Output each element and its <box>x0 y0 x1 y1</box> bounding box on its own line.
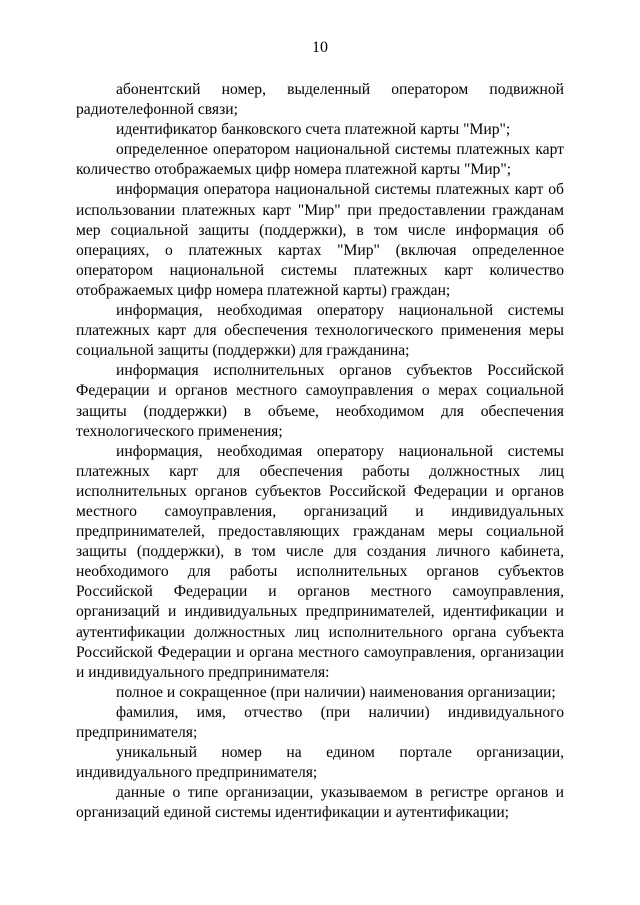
paragraph-portal-unique-number: уникальный номер на едином портале организации, индивидуального предпринимателя; <box>76 744 564 782</box>
paragraph-entrepreneur-name: фамилия, имя, отчество (при наличии) индивидуального предпринимателя; <box>76 703 564 741</box>
paragraph-subscriber-number: абонентский номер, выделенный оператором подвижной радиотелефонной связи; <box>76 81 564 119</box>
paragraph-technological-application-info: информация, необходимая оператору национальной системы платежных карт для обеспечения технологического применения меры социальной защиты (поддержки) для гражданина; <box>76 302 564 360</box>
paragraph-regional-authorities-info: информация исполнительных органов субъектов Российской Федерации и органов местного самоуправления о мерах социальной защиты (поддержки) в объеме, необходимом для обеспечения технологического применения; <box>76 362 564 440</box>
page-number: 10 <box>312 39 328 56</box>
paragraph-card-usage-info: информация оператора национальной системы платежных карт об использовании платежных карт "Мир" при предоставлении гражданам мер социальной защиты (поддержки), в том числе информация об операциях, о платежных картах "Мир" (включая определенное оператором национальной системы платежных карт количество отображаемых цифр номера платежной карты) граждан; <box>76 181 564 299</box>
paragraph-bank-account-id: идентификатор банковского счета платежной карты "Мир"; <box>116 121 511 139</box>
paragraph-officials-work-info: информация, необходимая оператору национальной системы платежных карт для обеспечения работы должностных лиц исполнительных органов субъектов Российской Федерации и органов местного самоуправления, организаций и индивидуальных предпринимателей, предоставляющих гражданам меры социальной защиты (поддержки), в том числе для создания личного кабинета, необходимого для работы исполнительных органов субъектов Российской Федерации и органов местного самоуправления, организаций и индивидуальных предпринимателей, идентификации и аутентификации должностных лиц исполнительного органа субъекта Российской Федерации и органа местного самоуправления, организации и индивидуального предпринимателя: <box>76 442 564 681</box>
document-body <box>76 80 564 823</box>
paragraph-organization-name: полное и сокращенное (при наличии) наименования организации; <box>116 683 556 701</box>
paragraph-card-digits-count: определенное оператором национальной системы платежных карт количество отображаемых цифр номера платежной карты "Мир"; <box>76 141 564 179</box>
paragraph-organization-type: данные о типе организации, указываемом в регистре органов и организаций единой системы идентификации и аутентификации; <box>76 784 564 822</box>
